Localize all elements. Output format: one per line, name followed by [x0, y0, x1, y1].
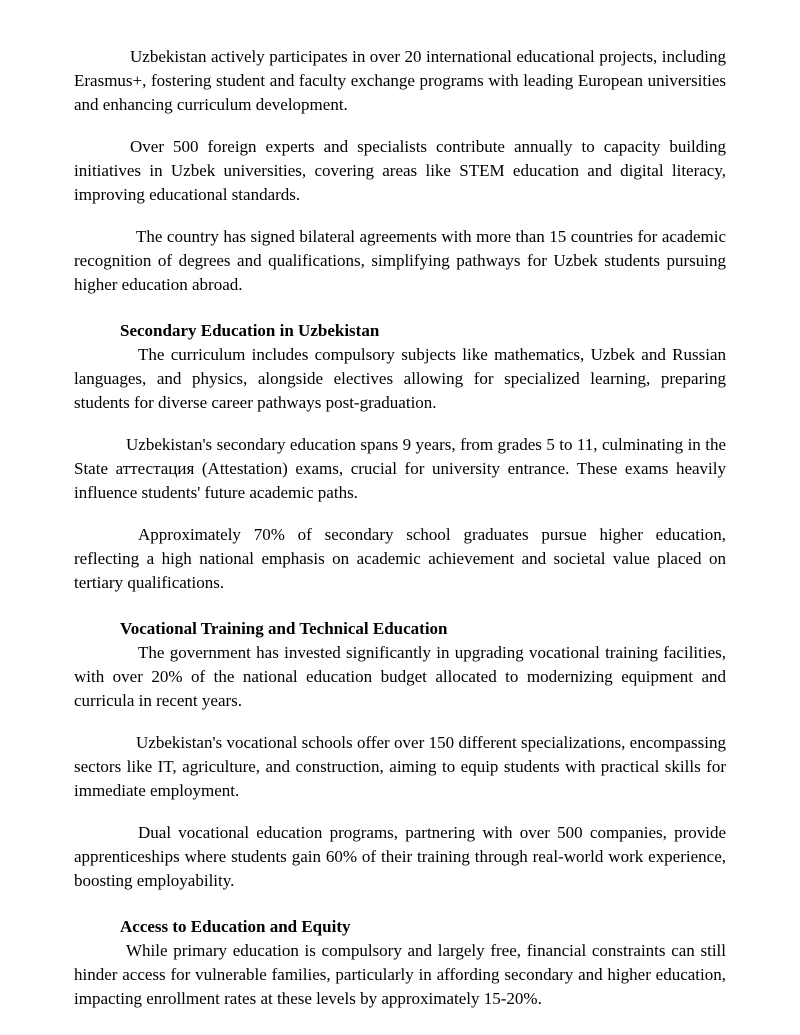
paragraph-secondary-span: Uzbekistan's secondary education spans 9 years, from grades 5 to 11, culminating in the State аттестация (Attestation) exams, crucial for university entrance. These exams heavily influence students' future academic paths.: [74, 435, 726, 502]
paragraph-graduates: Approximately 70% of secondary school graduates pursue higher education, reflecting a high national emphasis on academic achievement and societal value placed on tertiary qualifications.: [74, 525, 726, 592]
document-page: [74, 45, 726, 1011]
paragraph-bilateral-agreements: The country has signed bilateral agreements with more than 15 countries for academic recognition of degrees and qualifications, simplifying pathways for Uzbek students pursuing higher education abroad.: [74, 227, 726, 294]
heading-access-equity: Access to Education and Equity: [120, 917, 351, 936]
paragraph-foreign-experts: Over 500 foreign experts and specialists contribute annually to capacity building initiatives in Uzbek universities, covering areas like STEM education and digital literacy, improving educational standards.: [74, 137, 726, 204]
paragraph-government-investment: The government has invested significantly in upgrading vocational training facilities, with over 20% of the national education budget allocated to modernizing equipment and curricula in recent years.: [74, 643, 726, 710]
paragraph-dual-programs: Dual vocational education programs, partnering with over 500 companies, provide apprenticeships where students gain 60% of their training through real-world work experience, boosting employability.: [74, 823, 726, 890]
paragraph-curriculum: The curriculum includes compulsory subjects like mathematics, Uzbek and Russian languages, and physics, alongside electives allowing for specialized learning, preparing students for diverse career pathways post-graduation.: [74, 345, 726, 412]
paragraph-erasmus: Uzbekistan actively participates in over 20 international educational projects, including Erasmus+, fostering student and faculty exchange programs with leading European universities and enhancing curriculum development.: [74, 47, 726, 114]
paragraph-specializations: Uzbekistan's vocational schools offer over 150 different specializations, encompassing sectors like IT, agriculture, and construction, aiming to equip students with practical skills for immediate employment.: [74, 733, 726, 800]
heading-vocational-training: Vocational Training and Technical Education: [120, 619, 448, 638]
paragraph-primary-education: While primary education is compulsory and largely free, financial constraints can still hinder access for vulnerable families, particularly in affording secondary and higher education, impacting enrollment rates at these levels by approximately 15-20%.: [74, 941, 726, 1008]
heading-secondary-education: Secondary Education in Uzbekistan: [120, 321, 380, 340]
